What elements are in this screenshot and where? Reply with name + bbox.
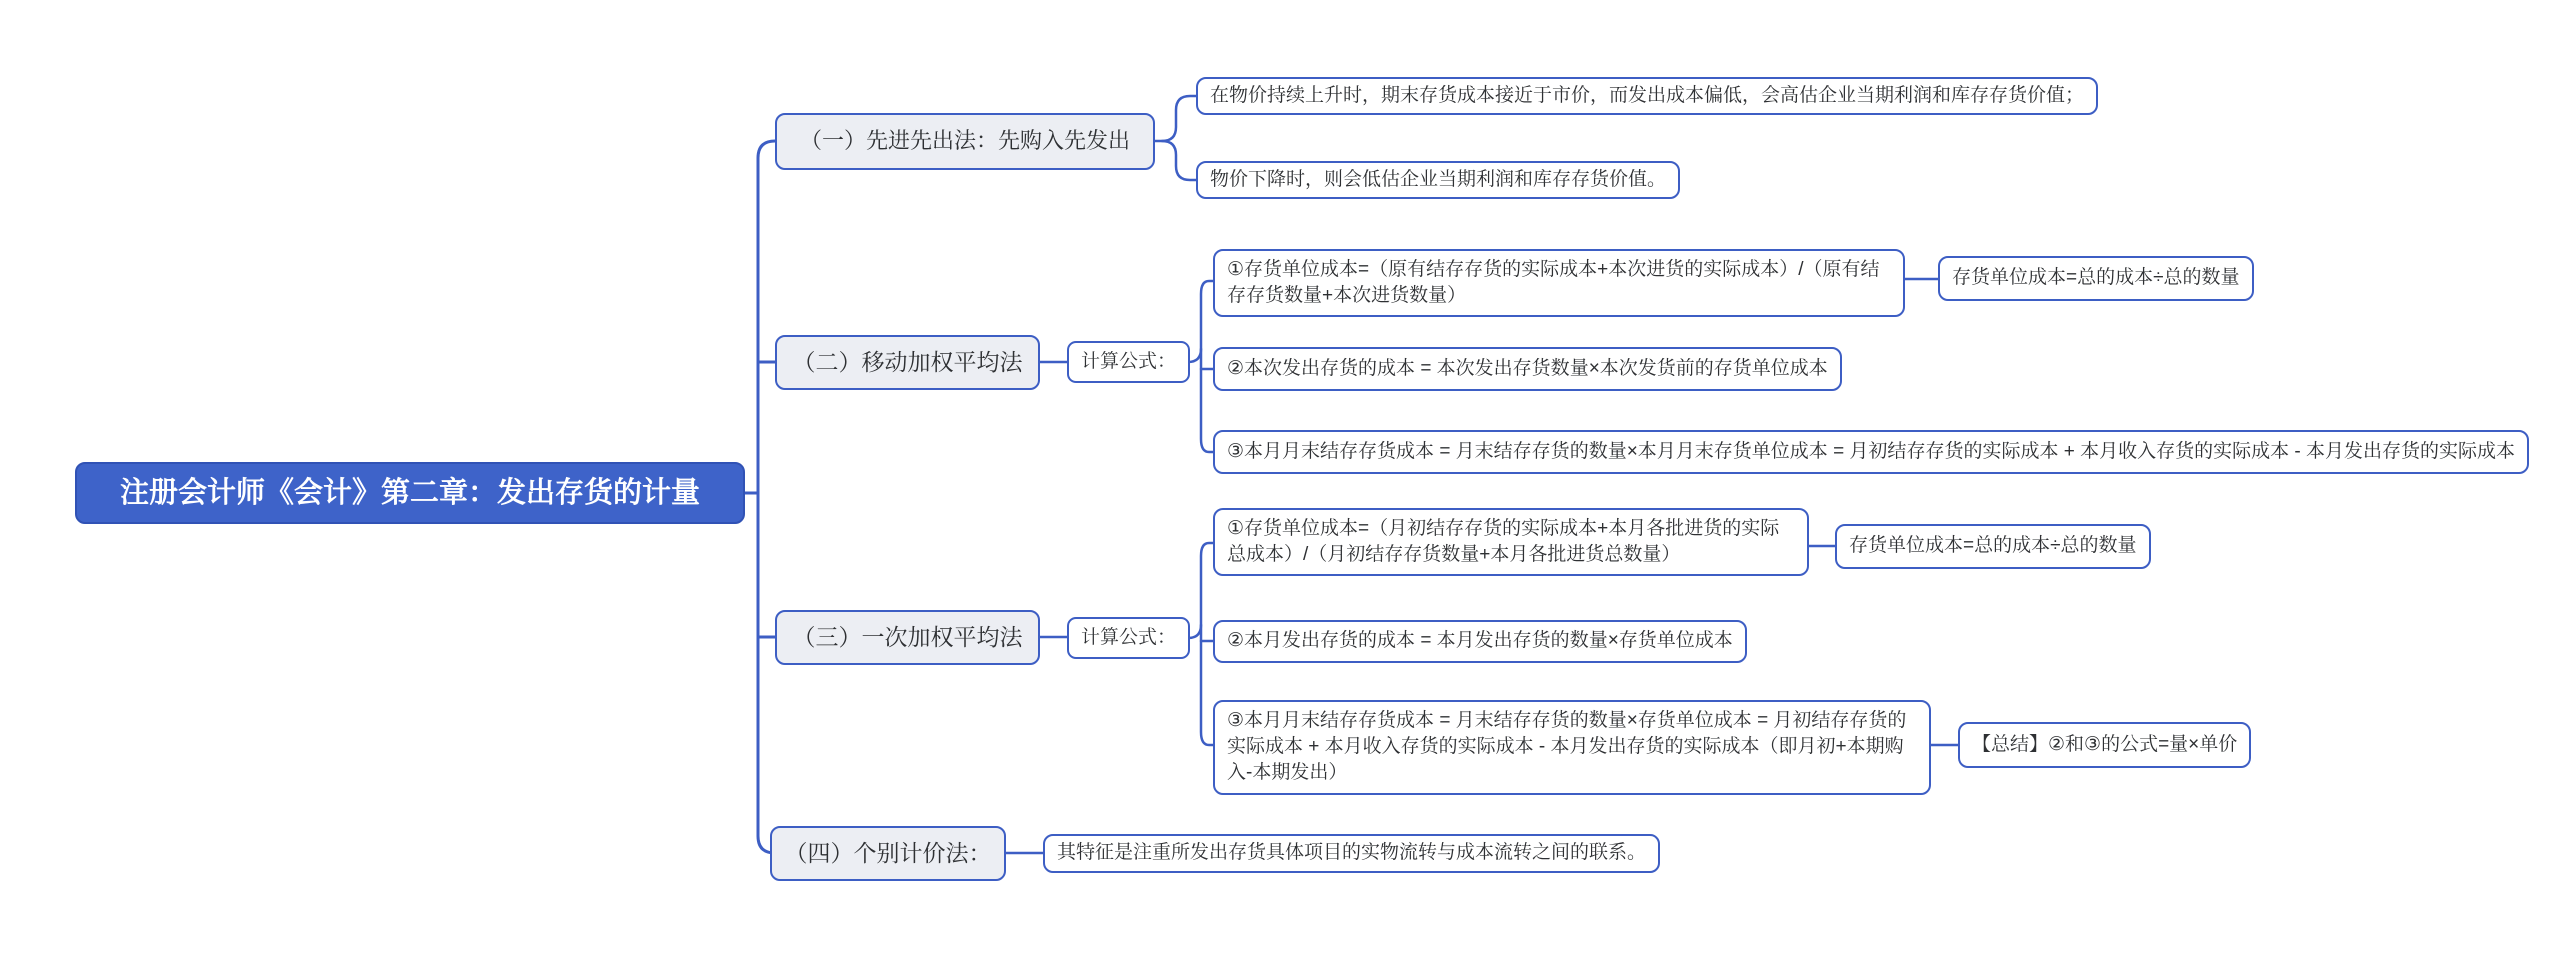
connector-b1-child1: [1155, 96, 1196, 141]
branch-2-formula-1[interactable]: ①存货单位成本=（原有结存存货的实际成本+本次进货的实际成本）/（原有结存存货数量+本次进货数量）: [1213, 249, 1905, 317]
connector-b3-f3: [1201, 625, 1213, 745]
branch-3-formula-3[interactable]: ③本月月末结存存货成本 = 月末结存存货的数量×存货单位成本 = 月初结存存货的实际成本 + 本月收入存货的实际成本 - 本月发出存货的实际成本（即月初+本期购入-本期发出）: [1213, 700, 1931, 795]
connector-b1-child2: [1162, 141, 1196, 180]
branch-2-formula-1-note[interactable]: 存货单位成本=总的成本÷总的数量: [1938, 256, 2254, 301]
connector-trunk: [758, 141, 775, 853]
connector-b2-f3: [1201, 349, 1213, 452]
branch-3-one-time-weighted-average[interactable]: （三）一次加权平均法: [775, 610, 1040, 665]
branch-2-formula-3[interactable]: ③本月月末结存存货成本 = 月末结存存货的数量×本月月末存货单位成本 = 月初结存存货的实际成本 + 本月收入存货的实际成本 - 本月发出存货的实际成本: [1213, 430, 2529, 474]
branch-3-formula-2[interactable]: ②本月发出存货的成本 = 本月发出存货的数量×存货单位成本: [1213, 620, 1747, 663]
branch-3-formula-3-summary[interactable]: 【总结】②和③的公式=量×单价: [1958, 722, 2251, 768]
branch-3-formula-label[interactable]: 计算公式：: [1067, 617, 1190, 659]
branch-3-formula-1[interactable]: ①存货单位成本=（月初结存存货的实际成本+本月各批进货的实际总成本）/（月初结存存货数量+本月各批进货总数量）: [1213, 508, 1809, 576]
root-topic[interactable]: 注册会计师《会计》第二章：发出存货的计量: [75, 462, 745, 524]
branch-1-child-rising-prices[interactable]: 在物价持续上升时，期末存货成本接近于市价，而发出成本偏低，会高估企业当期利润和库存存货价值；: [1196, 77, 2098, 115]
branch-3-formula-1-note[interactable]: 存货单位成本=总的成本÷总的数量: [1835, 524, 2151, 569]
branch-1-fifo[interactable]: （一）先进先出法：先购入先发出: [775, 113, 1155, 170]
branch-1-child-falling-prices[interactable]: 物价下降时，则会低估企业当期利润和库存存货价值。: [1196, 161, 1680, 199]
branch-4-specific-identification[interactable]: （四）个别计价法：: [770, 826, 1006, 881]
branch-2-moving-weighted-average[interactable]: （二）移动加权平均法: [775, 335, 1040, 390]
branch-2-formula-label[interactable]: 计算公式：: [1067, 341, 1190, 383]
branch-2-formula-2[interactable]: ②本次发出存货的成本 = 本次发出存货数量×本次发货前的存货单位成本: [1213, 347, 1842, 391]
branch-4-child-feature[interactable]: 其特征是注重所发出存货具体项目的实物流转与成本流转之间的联系。: [1043, 834, 1660, 873]
